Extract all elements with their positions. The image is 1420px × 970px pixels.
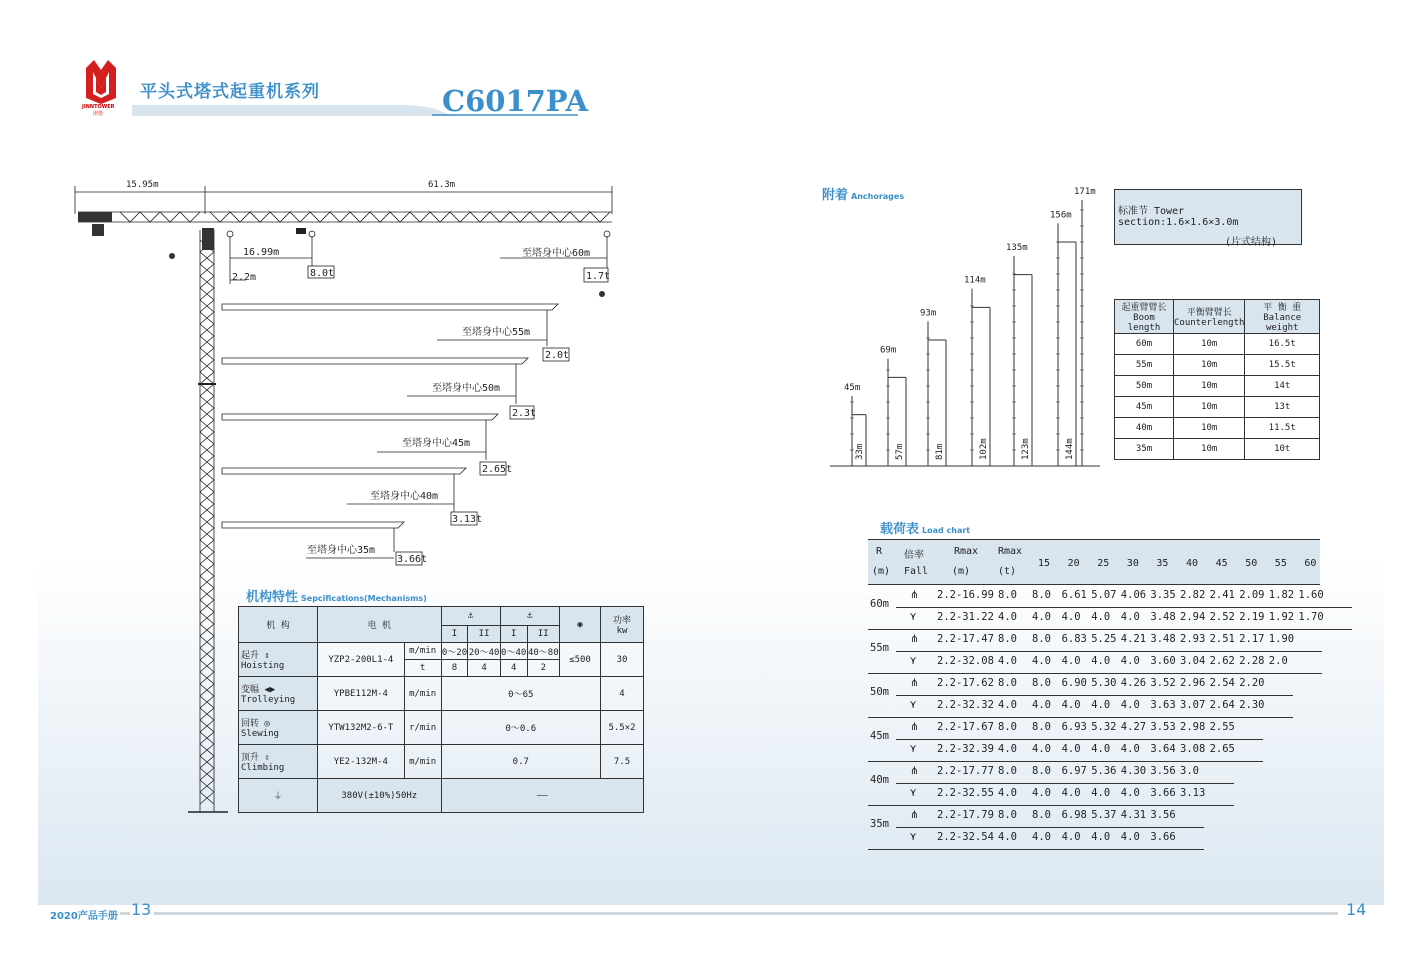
group-rule: [868, 629, 1352, 630]
series-title: 平头式塔式起重机系列: [140, 82, 320, 102]
tip-load: 1.7t: [586, 271, 611, 282]
load-value: 1.92: [1268, 611, 1295, 623]
hook-icon: ⚓: [441, 607, 500, 626]
load-value: 1.82: [1268, 589, 1295, 601]
load-value: 5.32: [1091, 721, 1117, 733]
dim-jib-length: 61.3m: [428, 180, 456, 190]
load-value: 2.41: [1209, 589, 1235, 601]
row-rule: [896, 607, 1352, 608]
load-value: 3.48: [1150, 611, 1176, 623]
fall-4-icon: ⋔: [910, 677, 919, 689]
load-value: 8.0: [1032, 809, 1051, 821]
load-value: 4.0: [1032, 787, 1051, 799]
load-value: 2.62: [1209, 655, 1235, 667]
power-plug-icon: ⏚: [239, 779, 318, 813]
group-rule: [868, 717, 1293, 718]
group-rule: [868, 805, 1234, 806]
jib-35-label: 至塔身中心35m: [307, 545, 376, 556]
load-value: 2.0: [1268, 655, 1288, 667]
load-value: 2.20: [1239, 677, 1265, 689]
jib-55-load: 2.0t: [545, 350, 570, 361]
anchor-title: 附着 Anchorages: [822, 188, 905, 203]
rmax-range: 2.2-17.67: [937, 721, 994, 733]
page-number-left: 13: [131, 900, 152, 919]
fall-4-icon: ⋔: [910, 721, 919, 733]
dim-counter-jib: 15.95m: [126, 180, 159, 190]
anchorage-chart: [830, 180, 1100, 470]
radius-header-40: 40: [1186, 558, 1199, 569]
load-value: 4.0: [1120, 699, 1140, 711]
fall-2-icon: ⋎: [910, 611, 917, 623]
load-value: 4.0: [1032, 611, 1051, 623]
anchor-inner-label-0: 33m: [855, 443, 865, 460]
load-value: 3.60: [1150, 655, 1176, 667]
load-header: R (m) 倍率 Fall Rmax (m) Rmax (t) 15 20 25 30 35 40 45 50 55 60: [868, 539, 1320, 585]
load-value: 4.0: [1032, 831, 1051, 843]
load-value: 4.0: [1091, 655, 1111, 667]
radius-header-45: 45: [1215, 558, 1228, 569]
rmax-range: 2.2-32.39: [937, 743, 994, 755]
load-value: 4.0: [1061, 831, 1081, 843]
load-value: 4.0: [1091, 743, 1111, 755]
fall-2-icon: ⋎: [910, 831, 917, 843]
load-value: 3.66: [1150, 787, 1176, 799]
tower-section-box: 标准节 Tower section:1.6×1.6×3.0m (片式结构): [1114, 189, 1302, 245]
jib-35-load: 3.66t: [397, 554, 428, 565]
boom-group-label: 35m: [870, 818, 889, 830]
anchor-inner-label-1: 57m: [895, 443, 905, 460]
footer-rule: [154, 912, 1338, 915]
radius-header-50: 50: [1245, 558, 1258, 569]
load-value: 8.0: [1032, 633, 1051, 645]
load-value: 4.0: [1120, 787, 1140, 799]
load-value: 4.0: [1120, 655, 1140, 667]
fall-2-icon: ⋎: [910, 655, 917, 667]
logo-text: JINNTOWER: [82, 104, 115, 110]
mechanism-spec-table: 机 构 电 机 ⚓ ⚓ ◉ 功率 kw I II I II 起升 ⇕ Hoisting YZP2-200L1-4 m/min 0～20 20～40 0～40 40～80 ≤500 30 t 8 4 4 2 变幅 ◀▶ Trolleying YPBE112M-4 m/min 0～65 4 回转 ◎ Slewing YTW132M2-6-T r/min 0～0.6 5.5×2 顶升 ⇳ Climbing YE2-132M-4 m/min 0.7 7.5 ⏚ 380V(±10%)50Hz ——: [238, 606, 644, 813]
anchor-top-label-2: 93m: [920, 308, 937, 319]
load-value: 6.98: [1061, 809, 1087, 821]
load-value: 6.93: [1061, 721, 1087, 733]
load-value: 1.70: [1298, 611, 1324, 623]
load-value: 2.82: [1180, 589, 1206, 601]
load-value: 2.30: [1239, 699, 1265, 711]
load-value: 4.26: [1120, 677, 1147, 689]
load-value: 2.28: [1239, 655, 1265, 667]
row-rule: [896, 651, 1322, 652]
boom-group-label: 55m: [870, 642, 889, 654]
group-rule: [868, 673, 1322, 674]
row-rule: [896, 783, 1234, 784]
load-value: 4.0: [1061, 743, 1081, 755]
jib-45-label: 至塔身中心45m: [402, 438, 471, 449]
load-value: 8.0: [1032, 589, 1051, 601]
load-value: 8.0: [1032, 765, 1051, 777]
model-number: C6017PA: [442, 84, 588, 118]
rmax-load: 4.0: [998, 699, 1017, 711]
jib-50-load: 2.3t: [512, 408, 537, 419]
radius-header-20: 20: [1067, 558, 1080, 569]
dim-2-2: 2.2m: [232, 272, 257, 283]
jib-55-label: 至塔身中心55m: [462, 327, 531, 338]
load-value: 2.51: [1209, 633, 1235, 645]
load-value: 6.90: [1061, 677, 1087, 689]
load-value: 2.98: [1180, 721, 1206, 733]
rmax-range: 2.2-17.47: [937, 633, 994, 645]
anchor-top-label-3: 114m: [964, 275, 986, 286]
fall-2-icon: ⋎: [910, 743, 917, 755]
rmax-load: 4.0: [998, 743, 1017, 755]
load-value: 2.96: [1180, 677, 1206, 689]
load-value: 3.04: [1180, 655, 1206, 667]
fall-4-icon: ⋔: [910, 633, 919, 645]
footer-rule-left: [120, 912, 130, 915]
logo-subtext: 津塔: [93, 111, 104, 117]
jib-45-load: 2.65t: [482, 464, 513, 475]
rmax-range: 2.2-17.77: [937, 765, 994, 777]
anchor-top-label-0: 45m: [844, 383, 861, 393]
load-value: 5.37: [1091, 809, 1117, 821]
boom-table: 起重臂臂长 Boom length 平衡臂臂长 Counterlength 平 衡 重 Balance weight 60m 10m 16.5t 55m 10m 15.5t 50m 10m 14t 45m 10m 13t 40m 10m 11.5t 35m 10m 10t: [1114, 299, 1320, 460]
rmax-load: 8.0: [998, 765, 1017, 777]
load-value: 4.0: [1091, 699, 1111, 711]
load-value: 6.61: [1061, 589, 1087, 601]
load-value: 4.0: [1091, 831, 1111, 843]
load-value: 8.0: [1032, 677, 1051, 689]
anchor-top-label-6: 171m: [1074, 187, 1096, 197]
load-value: 2.54: [1209, 677, 1235, 689]
anchor-inner-label-5: 144m: [1065, 438, 1075, 460]
anchor-top-label-5: 156m: [1050, 210, 1072, 221]
jib-50-label: 至塔身中心50m: [432, 383, 501, 394]
load-value: 3.63: [1150, 699, 1176, 711]
load-value: 4.0: [1032, 655, 1051, 667]
load-value: 4.0: [1061, 787, 1081, 799]
boom-group-label: 60m: [870, 598, 889, 610]
rmax-range: 2.2-17.79: [937, 809, 994, 821]
load-value: 3.0: [1180, 765, 1199, 777]
load-value: 2.65: [1209, 743, 1235, 755]
load-value: 5.07: [1091, 589, 1117, 601]
load-value: 3.52: [1150, 677, 1176, 689]
load-value: 3.07: [1180, 699, 1206, 711]
load-value: 6.97: [1061, 765, 1087, 777]
spec-h-motor: 电 机: [318, 607, 442, 643]
rmax-load: 4.0: [998, 611, 1017, 623]
load-value: 8.0: [1032, 721, 1051, 733]
load-value: 1.90: [1268, 633, 1295, 645]
load-value: 4.06: [1120, 589, 1147, 601]
boom-group-label: 50m: [870, 686, 889, 698]
rmax-load: 4.0: [998, 831, 1017, 843]
fall-2-icon: ⋎: [910, 699, 917, 711]
row-rule: [896, 827, 1204, 828]
boom-group-label: 45m: [870, 730, 889, 742]
rmax-range: 2.2-32.54: [937, 831, 994, 843]
rmax-load: 8.0: [998, 721, 1017, 733]
load-value: 3.35: [1150, 589, 1176, 601]
load-value: 3.53: [1150, 721, 1176, 733]
load-value: 4.0: [1061, 699, 1081, 711]
load-value: 4.21: [1120, 633, 1147, 645]
load-value: 5.36: [1091, 765, 1117, 777]
fall-4-icon: ⋔: [910, 765, 919, 777]
rmax-load: 4.0: [998, 787, 1017, 799]
rmax-load: 8.0: [998, 633, 1017, 645]
row-rule: [896, 695, 1293, 696]
load-value: 3.48: [1150, 633, 1176, 645]
dim-16-99: 16.99m: [243, 247, 280, 258]
tip-distance-label: 至塔身中心60m: [522, 248, 591, 259]
load-value: 4.0: [1061, 611, 1081, 623]
anchor-top-label-1: 69m: [880, 345, 897, 356]
fall-2-icon: ⋎: [910, 787, 917, 799]
rmax-range: 2.2-32.32: [937, 699, 994, 711]
load-value: 4.0: [1061, 655, 1081, 667]
load-value: 2.93: [1180, 633, 1206, 645]
radius-header-55: 55: [1274, 558, 1287, 569]
group-rule: [868, 761, 1263, 762]
radius-header-30: 30: [1126, 558, 1139, 569]
load-value: 1.60: [1298, 589, 1324, 601]
load-value: 3.08: [1180, 743, 1206, 755]
load-value: 4.30: [1120, 765, 1147, 777]
load-value: 4.0: [1032, 699, 1051, 711]
load-value: 4.0: [1120, 611, 1140, 623]
hook-icon: ⚓: [500, 607, 559, 626]
load-value: 4.0: [1120, 743, 1140, 755]
anchor-inner-label-3: 102m: [979, 438, 989, 460]
radius-header-60: 60: [1304, 558, 1317, 569]
load-value: 3.56: [1150, 809, 1176, 821]
load-value: 2.52: [1209, 611, 1235, 623]
load-value: 4.0: [1091, 787, 1111, 799]
radius-header-25: 25: [1097, 558, 1110, 569]
load-value: 4.31: [1120, 809, 1147, 821]
load-value: 2.17: [1239, 633, 1265, 645]
load-value: 3.66: [1150, 831, 1176, 843]
load-value: 6.83: [1061, 633, 1087, 645]
radius-header-15: 15: [1038, 558, 1051, 569]
spec-h-mech: 机 构: [239, 607, 318, 643]
load-value: 4.27: [1120, 721, 1147, 733]
page-number-right: 14: [1346, 900, 1367, 919]
rmax-load: 8.0: [998, 589, 1017, 601]
group-rule: [868, 849, 1204, 850]
load-value: 5.25: [1091, 633, 1117, 645]
rmax-range: 2.2-31.22: [937, 611, 994, 623]
anchor-inner-label-4: 123m: [1021, 438, 1031, 460]
load-value: 3.56: [1150, 765, 1176, 777]
load-value: 5.30: [1091, 677, 1117, 689]
load-value: 3.13: [1180, 787, 1206, 799]
catalog-label: 2020产品手册: [50, 911, 118, 922]
rope-drum-icon: ◉: [560, 607, 601, 643]
rmax-range: 2.2-16.99: [937, 589, 994, 601]
load-value: 4.0: [1032, 743, 1051, 755]
anchor-inner-label-2: 81m: [935, 443, 945, 460]
load-8-0: 8.0t: [310, 268, 335, 279]
load-value: 3.64: [1150, 743, 1176, 755]
load-value: 2.09: [1239, 589, 1265, 601]
anchor-top-label-4: 135m: [1006, 243, 1028, 253]
row-rule: [896, 739, 1263, 740]
rmax-load: 8.0: [998, 809, 1017, 821]
load-title: 载荷表 Load chart: [880, 522, 971, 537]
load-value: 2.94: [1180, 611, 1206, 623]
fall-4-icon: ⋔: [910, 809, 919, 821]
load-value: 2.64: [1209, 699, 1235, 711]
boom-group-label: 40m: [870, 774, 889, 786]
load-value: 2.55: [1209, 721, 1235, 733]
jib-40-label: 至塔身中心40m: [370, 491, 439, 502]
load-value: 4.0: [1091, 611, 1111, 623]
fall-4-icon: ⋔: [910, 589, 919, 601]
load-value: 2.19: [1239, 611, 1265, 623]
jib-40-load: 3.13t: [452, 514, 483, 525]
load-value: 4.0: [1120, 831, 1140, 843]
spec-title: 机构特性 Sepcifications(Mechanisms): [246, 590, 427, 605]
rmax-range: 2.2-32.08: [937, 655, 994, 667]
rmax-load: 8.0: [998, 677, 1017, 689]
rmax-load: 4.0: [998, 655, 1017, 667]
rmax-range: 2.2-17.62: [937, 677, 994, 689]
radius-header-35: 35: [1156, 558, 1169, 569]
rmax-range: 2.2-32.55: [937, 787, 994, 799]
